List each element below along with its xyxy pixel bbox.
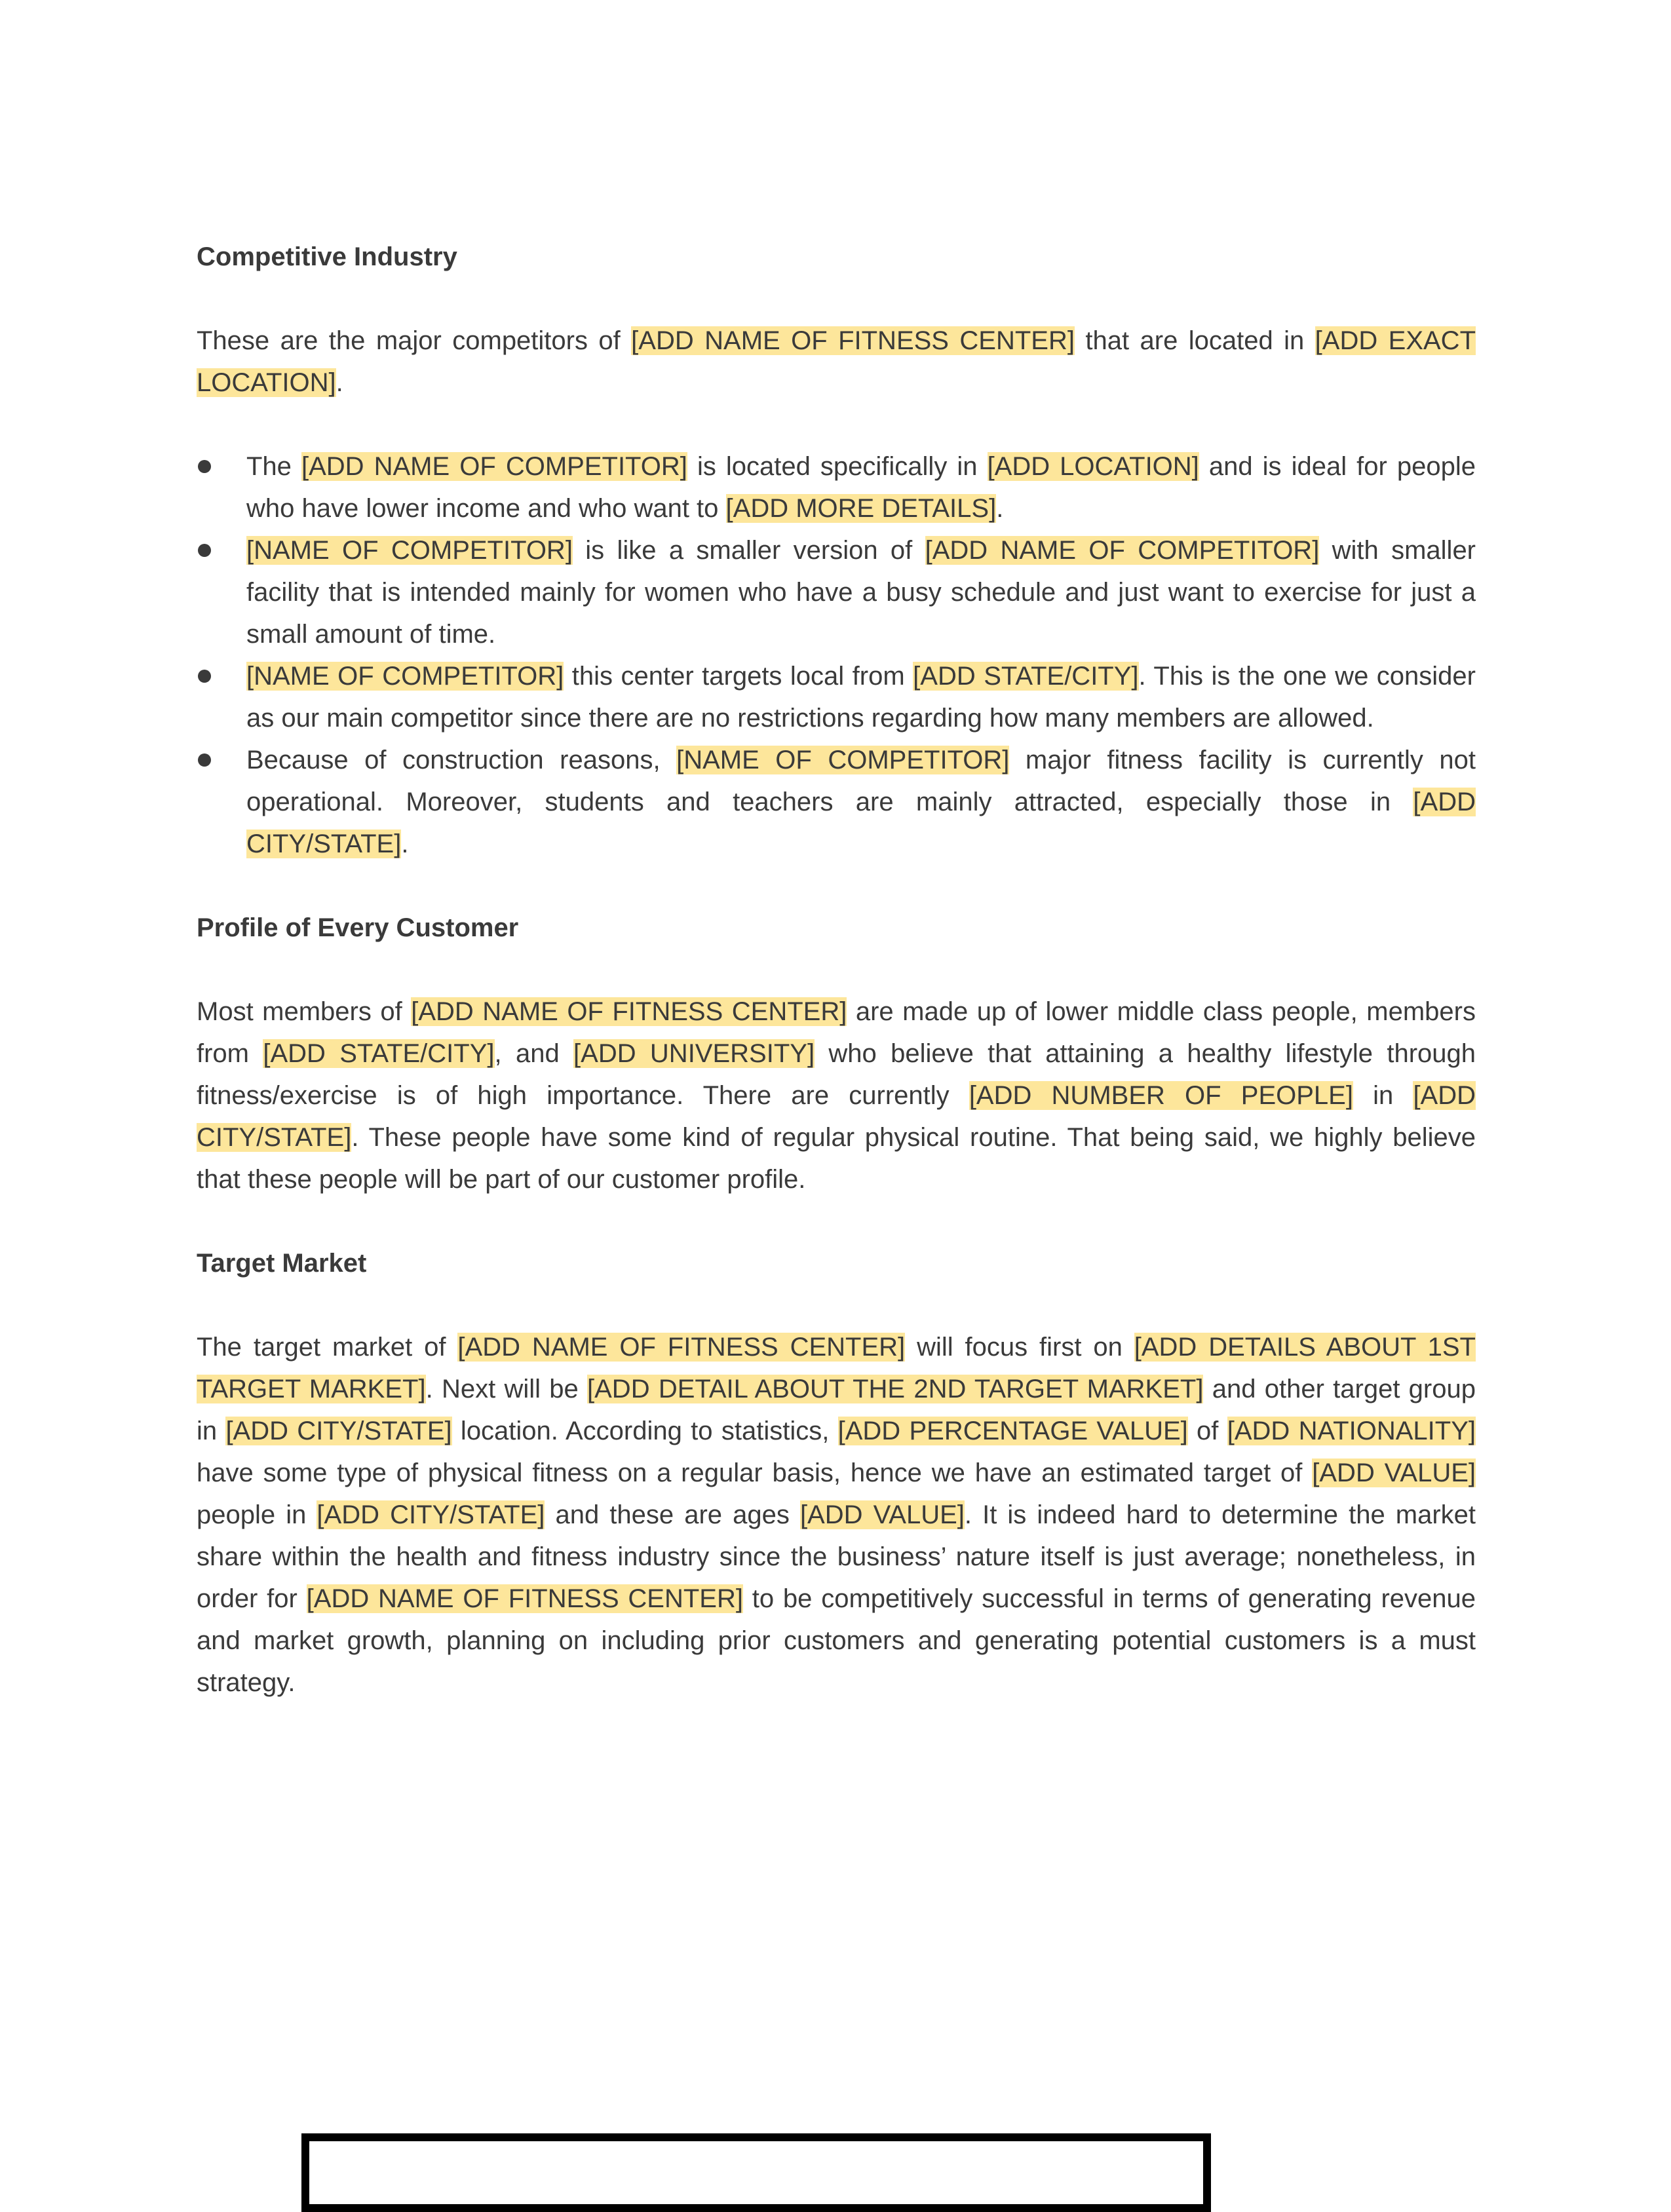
text-run: and these are ages (545, 1500, 800, 1529)
competitor-item-text (246, 452, 1476, 523)
placeholder-field: [ADD EXACT LOCATION] (197, 326, 1476, 397)
competitor-item-text (246, 662, 1476, 733)
text-run: These are the major competitors of (197, 326, 632, 355)
placeholder-field: [ADD STATE/CITY] (913, 662, 1139, 691)
placeholder-field: [ADD NAME OF FITNESS CENTER] (631, 326, 1075, 355)
text-run: The (246, 452, 301, 481)
placeholder-field: [ADD PERCENTAGE VALUE] (837, 1417, 1188, 1445)
heading-target-market: Target Market (197, 1249, 367, 1278)
text-run: this center targets local from (564, 662, 913, 691)
text-run: major fitness facility is currently not operational. Moreover, students and teachers are mainly attracted, especially those in (246, 746, 1476, 816)
placeholder-field: [ADD NATIONALITY] (1227, 1417, 1476, 1445)
placeholder-field: [ADD DETAIL ABOUT THE 2ND TARGET MARKET] (587, 1375, 1204, 1403)
text-run: are made up of lower middle class people, members from (197, 997, 1476, 1068)
text-run: . These people have some kind of regular physical routine. That being said, we highly believe that these people will be part of our customer profile. (197, 1123, 1476, 1194)
placeholder-field: [ADD VALUE] (799, 1500, 965, 1529)
text-run: and other target group in (197, 1375, 1476, 1445)
placeholder-field: [ADD UNIVERSITY] (573, 1039, 815, 1068)
heading-customer-profile: Profile of Every Customer (197, 913, 519, 942)
placeholder-field: [ADD CITY/STATE] (225, 1417, 452, 1445)
placeholder-field: [NAME OF COMPETITOR] (246, 536, 573, 565)
text-run: will focus first on (905, 1333, 1134, 1362)
placeholder-field: [ADD STATE/CITY] (263, 1039, 495, 1068)
bullet-icon (198, 544, 211, 557)
placeholder-field: [ADD DETAILS ABOUT 1ST TARGET MARKET] (197, 1333, 1476, 1403)
text-run: that are located in (1074, 326, 1315, 355)
bullet-icon (198, 460, 211, 473)
placeholder-field: [ADD CITY/STATE] (246, 788, 1476, 858)
text-run: . (996, 494, 1004, 523)
text-run: . Next will be (425, 1375, 588, 1403)
text-run: Because of construction reasons, (246, 746, 677, 774)
text-run: in (1353, 1081, 1413, 1110)
competitor-item-text (246, 536, 1476, 649)
text-run: , and (494, 1039, 574, 1068)
text-run: . This is the one we consider as our main competitor since there are no restrictions regarding how many members are allowed. (246, 662, 1476, 733)
competitive-intro-paragraph (197, 320, 1476, 404)
text-run: Most members of (197, 997, 412, 1026)
text-run: and is ideal for people who have lower income and who want to (246, 452, 1476, 523)
bullet-icon (198, 753, 211, 767)
competitor-item-text (246, 746, 1476, 858)
placeholder-field: [ADD NAME OF FITNESS CENTER] (411, 997, 847, 1026)
document-page (197, 236, 1476, 1745)
text-run: The target market of (197, 1333, 458, 1362)
placeholder-field: [ADD NAME OF FITNESS CENTER] (306, 1584, 743, 1613)
text-run: is like a smaller version of (572, 536, 925, 565)
placeholder-field: [ADD VALUE] (1312, 1459, 1476, 1487)
placeholder-field: [ADD MORE DETAILS] (725, 494, 997, 523)
target-market-paragraph (197, 1326, 1476, 1704)
placeholder-field: [ADD NAME OF FITNESS CENTER] (457, 1333, 906, 1362)
placeholder-field: [ADD LOCATION] (987, 452, 1199, 481)
customer-profile-paragraph (197, 991, 1476, 1200)
competitor-list-item (197, 446, 1476, 529)
text-run: to be competitively successful in terms of generating revenue and market growth, planning on including prior customers and generating potential customers is a must strategy. (197, 1584, 1476, 1697)
placeholder-field: [NAME OF COMPETITOR] (676, 746, 1010, 774)
text-run: . (401, 830, 409, 858)
text-run: people in (197, 1500, 317, 1529)
placeholder-field: [ADD NAME OF COMPETITOR] (301, 452, 687, 481)
text-run: . (336, 368, 343, 397)
text-run: . It is indeed hard to determine the market share within the health and fitness industry since the business’ nature itself is just average; nonetheless, in order for (197, 1500, 1476, 1613)
text-run: is located specifically in (687, 452, 988, 481)
placeholder-field: [ADD CITY/STATE] (197, 1081, 1476, 1152)
text-run: of (1187, 1417, 1227, 1445)
placeholder-field: [ADD NAME OF COMPETITOR] (925, 536, 1320, 565)
bullet-icon (198, 670, 211, 683)
competitor-list (197, 446, 1476, 865)
heading-competitive-industry: Competitive Industry (197, 242, 457, 271)
competitor-list-item (197, 529, 1476, 655)
text-run: have some type of physical fitness on a regular basis, hence we have an estimated target of (197, 1459, 1313, 1487)
competitor-list-item (197, 739, 1476, 865)
text-run: with smaller facility that is intended mainly for women who have a busy schedule and just want to exercise for just a small amount of time. (246, 536, 1476, 649)
competitor-list-item (197, 655, 1476, 739)
placeholder-field: [ADD CITY/STATE] (317, 1500, 545, 1529)
placeholder-field: [ADD NUMBER OF PEOPLE] (969, 1081, 1353, 1110)
placeholder-field: [NAME OF COMPETITOR] (246, 662, 564, 691)
footer-frame (301, 2133, 1211, 2212)
text-run: who believe that attaining a healthy lifestyle through fitness/exercise is of high importance. There are currently (197, 1039, 1476, 1110)
text-run: location. According to statistics, (451, 1417, 838, 1445)
